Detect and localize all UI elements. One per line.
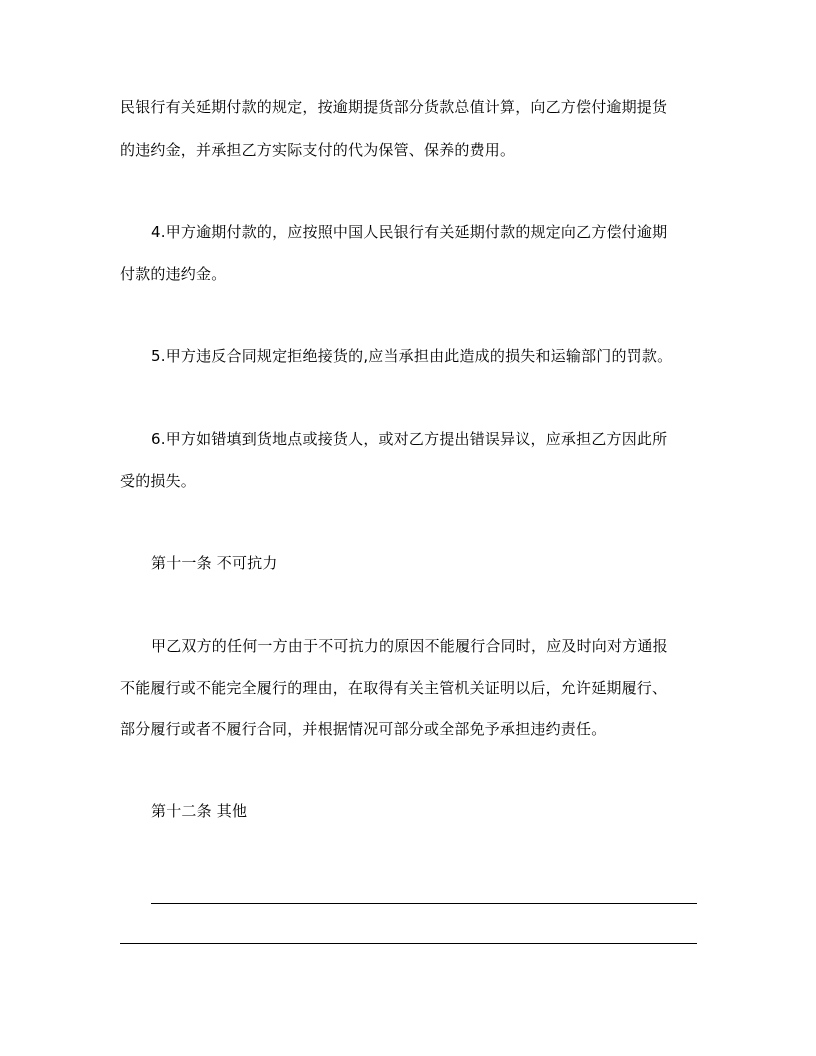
clause-4-line-2: 付款的违约金。 <box>120 265 227 283</box>
article-11-body-line-1: 甲乙双方的任何一方由于不可抗力的原因不能履行合同时，应及时向对方通报 <box>151 637 668 655</box>
paragraph-1-line-2: 的违约金，并承担乙方实际支付的代为保管、保养的费用。 <box>120 141 516 159</box>
article-12-heading: 第十二条 其他 <box>151 802 248 820</box>
article-11-body-line-3: 部分履行或者不履行合同，并根据情况可部分或全部免予承担违约责任。 <box>120 720 607 738</box>
clause-6-line-1: 6.甲方如错填到货地点或接货人，或对乙方提出错误异议，应承担乙方因此所 <box>151 430 668 448</box>
fill-in-line-1 <box>151 903 697 904</box>
clause-4-line-1: 4.甲方逾期付款的，应按照中国人民银行有关延期付款的规定向乙方偿付逾期 <box>151 223 668 241</box>
paragraph-1-line-1: 民银行有关延期付款的规定，按逾期提货部分货款总值计算，向乙方偿付逾期提货 <box>120 98 668 116</box>
article-11-heading: 第十一条 不可抗力 <box>151 554 278 572</box>
fill-in-line-2 <box>120 943 697 944</box>
clause-5-line-1: 5.甲方违反合同规定拒绝接货的,应当承担由此造成的损失和运输部门的罚款。 <box>151 347 673 365</box>
clause-6-line-2: 受的损失。 <box>120 472 197 490</box>
article-11-body-line-2: 不能履行或不能完全履行的理由，在取得有关主管机关证明以后，允许延期履行、 <box>120 679 668 697</box>
